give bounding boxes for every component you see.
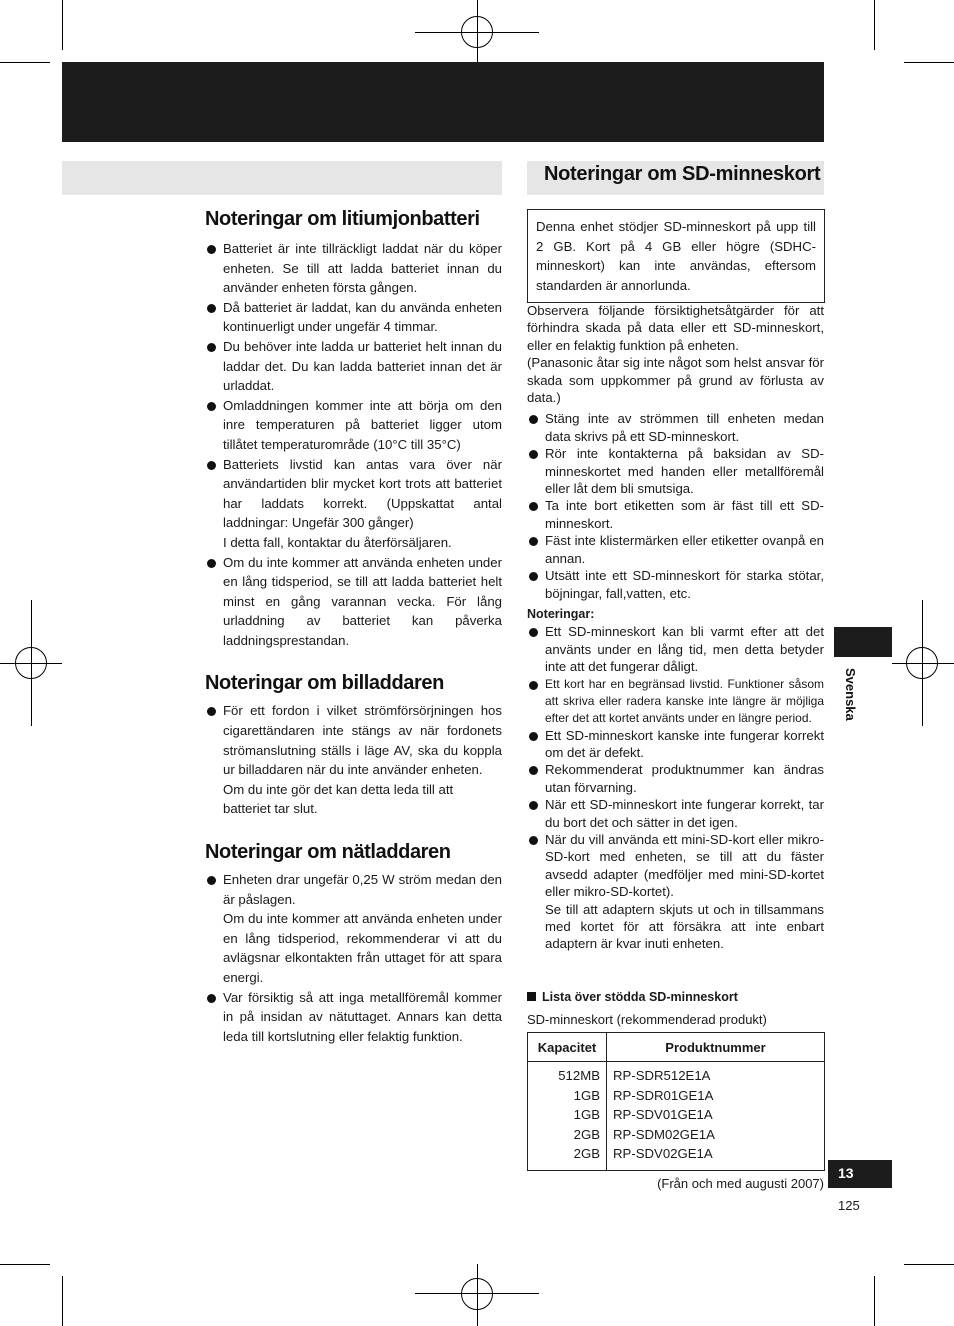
sd-adapter-note: Se till att adaptern skjuts ut och in tillsammans med kortet för att försäkra att inte enbart adaptern är kvar inuti enheten. — [545, 901, 824, 952]
capacity-cell: 512MB 1GB 1GB 2GB 2GB — [528, 1062, 607, 1171]
list-item: När ett SD-minneskort inte fungerar korrekt, tar du bort det och sätter in det igen. — [527, 796, 824, 831]
list-item: Utsätt inte ett SD-minneskort för starka stötar, böjningar, fall,vatten, etc. — [527, 567, 824, 602]
product-cell: RP-SDR512E1A RP-SDR01GE1A RP-SDV01GE1A RP-SDM02GE1A RP-SDV02GE1A — [607, 1062, 825, 1171]
left-column — [205, 208, 502, 1046]
section-bar-left — [62, 161, 502, 195]
list-item: Batteriets livstid kan antas vara över när användartiden blir mycket kort trots att batteriet har laddats korrekt. (Uppskattat antal laddningar: Ungefär 300 gånger) — [205, 455, 502, 533]
page-number: 125 — [838, 1198, 860, 1213]
sd-disclaimer: (Panasonic åtar sig inte något som helst ansvar för skada som uppkommer på grund av förlusta av data.) — [527, 355, 824, 406]
header-bar — [62, 62, 824, 142]
ac-charger-heading: Noteringar om nätladdaren — [205, 841, 451, 864]
list-item: Ett SD-minneskort kanske inte fungerar korrekt om det är defekt. — [527, 727, 824, 762]
list-item: Omladdningen kommer inte att börja om den inre temperaturen på batteriet ligger utom tillåtet temperaturområde (10°C till 35°C) — [205, 396, 502, 455]
side-tab-block — [834, 627, 892, 657]
sd-info-box: Denna enhet stödjer SD-minneskort på upp till 2 GB. Kort på 4 GB eller högre (SDHC-minneskort) kan inte användas, eftersom standarden är annorlunda. — [527, 209, 825, 303]
list-item: Rör inte kontakterna på baksidan av SD-minneskortet med handen eller metallföremål eller låt dem bli smutsiga. — [527, 445, 824, 497]
battery-contact-note: I detta fall, kontaktar du återförsäljaren. — [223, 534, 452, 550]
ac-charger-followup: Om du inte kommer att använda enheten under en lång tidsperiod, rekommenderar vi att du avlägsnar elkontakten från uttaget för att spara energi. — [223, 911, 502, 985]
side-tab-label: Svenska — [843, 668, 858, 721]
table-header-product: Produktnummer — [607, 1033, 825, 1062]
list-item: Då batteriet är laddat, kan du använda enheten kontinuerligt under ungefär 4 timmar. — [205, 298, 502, 337]
right-column — [527, 302, 824, 953]
list-item: Du behöver inte ladda ur batteriet helt innan du laddar det. Du kan ladda batteriet innan det är urladdat. — [205, 337, 502, 396]
list-item: Stäng inte av strömmen till enheten medan data skrivs på ett SD-minneskort. — [527, 410, 824, 445]
square-bullet-icon — [527, 992, 536, 1001]
list-item: Ett kort har en begränsad livstid. Funktioner såsom att skriva eller radera kanske inte längre är möjliga efter det att kortet använts under en längre period. — [527, 676, 824, 727]
section-title-sd: Noteringar om SD-minneskort — [544, 163, 821, 185]
list-item: För ett fordon i vilket strömförsörjningen hos cigarettändaren inte stängs av när fordonets strömanslutning ställs i läge AV, ska du koppla ur billaddaren när du inte använder enheten. — [205, 701, 502, 779]
sd-date-note: (Från och med augusti 2007) — [657, 1176, 824, 1191]
list-item: Om du inte kommer att använda enheten under en lång tidsperiod, se till att ladda batteriet helt minst en gång varannan vecka. För lång urladdning av batteriet kan påverka laddningsprestandan. — [205, 553, 502, 651]
table-header-capacity: Kapacitet — [528, 1033, 607, 1062]
sd-notes — [527, 623, 824, 900]
list-item: Enheten drar ungefär 0,25 W ström medan den är påslagen. — [205, 870, 502, 909]
sd-table — [527, 1032, 825, 1171]
car-charger-heading: Noteringar om billaddaren — [205, 672, 444, 695]
list-item: När du vill använda ett mini-SD-kort eller mikro-SD-kort med enheten, se till att du fäster avsedd adapter (medföljer med mini-SD-kortet eller mikro-SD-kortet). — [527, 831, 824, 901]
list-item: Ta inte bort etiketten som är fäst till ett SD-minneskort. — [527, 497, 824, 532]
sd-precautions — [527, 410, 824, 601]
sd-notes-heading: Noteringar: — [527, 606, 595, 621]
car-charger-followup: Om du inte gör det kan detta leda till att batteriet tar slut. — [223, 781, 454, 817]
list-item: Fäst inte klistermärken eller etiketter ovanpå en annan. — [527, 532, 824, 567]
list-item: Rekommenderat produktnummer kan ändras utan förvarning. — [527, 761, 824, 796]
list-item: Batteriet är inte tillräckligt laddat när du köper enheten. Se till att ladda batteriet innan du använder enheten första gången. — [205, 239, 502, 298]
chapter-badge: 13 — [828, 1160, 892, 1188]
battery-heading: Noteringar om litiumjonbatteri — [205, 208, 480, 230]
battery-list — [205, 239, 502, 533]
sd-intro: Observera följande försiktighetsåtgärder för att förhindra skada på data eller ett SD-minneskort, eller en felaktig funktion på enheten. — [527, 303, 824, 353]
list-item: Var försiktig så att inga metallföremål kommer in på insidan av nätuttaget. Annars kan detta leda till kortslutning eller felaktig funktion. — [205, 988, 502, 1047]
list-item: Ett SD-minneskort kan bli varmt efter att det använts under en lång tid, men detta betyder inte att det fungerar dåligt. — [527, 623, 824, 675]
sd-list-heading: Lista över stödda SD-minneskort — [527, 990, 738, 1004]
sd-list-sub: SD-minneskort (rekommenderad produkt) — [527, 1012, 767, 1027]
